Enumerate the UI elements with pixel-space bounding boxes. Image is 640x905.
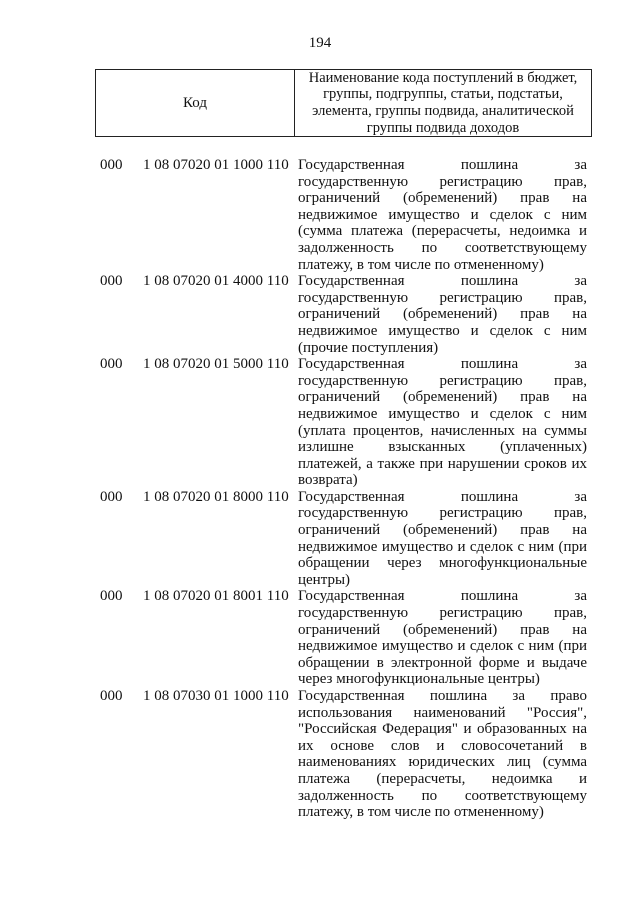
- admin-code: 000: [100, 488, 123, 505]
- table-header: [95, 69, 592, 137]
- header-name-label: Наименование кода поступлений в бюджет, группы, подгруппы, статьи, подстатьи, элемента, группы подвида, аналитической группы подвида доходов: [308, 69, 578, 136]
- revenue-code: 1 08 07030 01 1000 110: [143, 688, 289, 704]
- admin-code: 000: [100, 688, 123, 704]
- revenue-description: Государственная пошлина за государственную регистрацию прав, ограничений (обременений) прав на недвижимое имущество и сделок с ним (прочие поступления): [298, 273, 587, 356]
- admin-code: 000: [100, 356, 123, 373]
- revenue-description: Государственная пошлина за государственную регистрацию прав, ограничений (обременений) прав на недвижимое имущество и сделок с ним (при обращении через многофункциональные центры): [298, 488, 587, 588]
- revenue-code: 1 08 07020 01 1000 110: [143, 157, 289, 173]
- admin-code: 000: [100, 273, 123, 290]
- revenue-description: Государственная пошлина за право использования наименований "Россия", "Российская Федерация" и образованных на их основе слов и словосочетаний в наименованиях юридических лиц (сумма платежа (перерасчеты, недоимка и задолженность по соответствующему платежу, в том числе по отмененному): [298, 688, 587, 821]
- table-body: [0, 157, 640, 821]
- revenue-description: Государственная пошлина за государственную регистрацию прав, ограничений (обременений) прав на недвижимое имущество и сделок с ним (при обращении в электронной форме и выдаче через многофункциональные центры): [298, 588, 587, 688]
- revenue-description: Государственная пошлина за государственную регистрацию прав, ограничений (обременений) прав на недвижимое имущество и сделок с ним (уплата процентов, начисленных на суммы излишне взысканных (уплаченных) платежей, а также при нарушении сроков их возврата): [298, 356, 587, 489]
- table-row: [0, 588, 640, 688]
- admin-code: 000: [100, 157, 123, 173]
- admin-code: 000: [100, 588, 123, 605]
- header-name-cell: [295, 70, 591, 136]
- table-row: [0, 273, 640, 356]
- table-row: [0, 157, 640, 273]
- revenue-code: 1 08 07020 01 8001 110: [143, 588, 289, 605]
- table-row: [0, 356, 640, 489]
- table-row: [0, 489, 640, 589]
- revenue-code: 1 08 07020 01 8000 110: [143, 488, 289, 505]
- revenue-code: 1 08 07020 01 5000 110: [143, 356, 289, 373]
- header-code-cell: [96, 70, 295, 136]
- revenue-code: 1 08 07020 01 4000 110: [143, 273, 289, 290]
- revenue-description: Государственная пошлина за государственную регистрацию прав, ограничений (обременений) прав на недвижимое имущество и сделок с ним (сумма платежа (перерасчеты, недоимка и задолженность по соответствующему платежу, в том числе по отмененному): [298, 157, 587, 273]
- table-row: [0, 688, 640, 821]
- header-code-label: Код: [183, 94, 207, 111]
- page-number: 194: [308, 35, 332, 51]
